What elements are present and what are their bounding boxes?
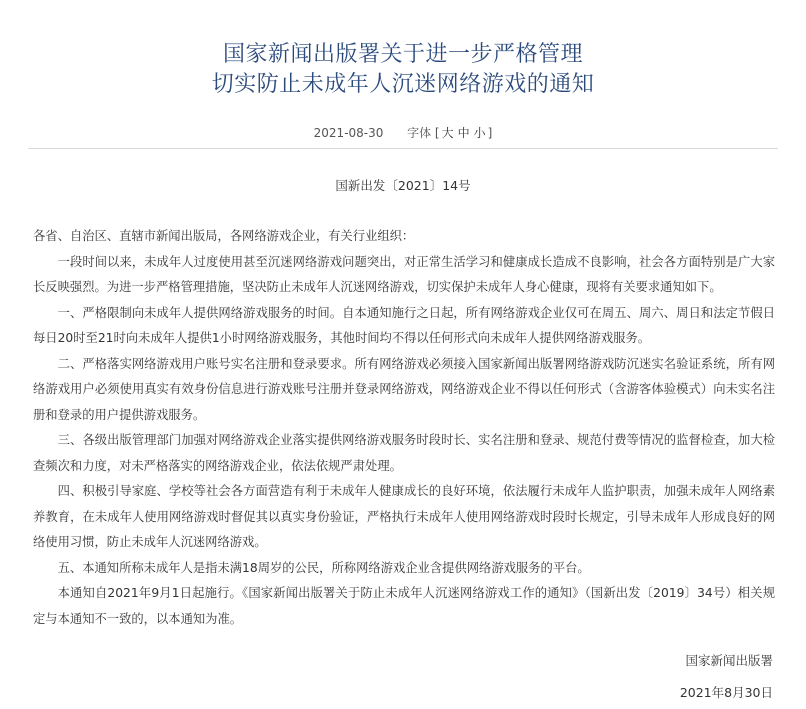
header-divider (28, 148, 778, 149)
title-line-1: 国家新闻出版署关于进一步严格管理 (222, 42, 583, 67)
body-paragraph: 一段时间以来，未成年人过度使用甚至沉迷网络游戏问题突出，对正常生活学习和健康成长造成不良影响，社会各方面特别是广大家长反映强烈。为进一步严格管理措施，坚决防止未成年人沉迷网络游戏，切实保护未成年人身心健康，现将有关要求通知如下。 (33, 254, 775, 294)
issuing-org: 国家新闻出版署 (685, 653, 773, 668)
issue-date: 2021年8月30日 (679, 685, 773, 700)
font-size-switcher: [ 大 中 小 ] (434, 126, 493, 140)
font-size-medium-link[interactable]: 中 (457, 126, 470, 140)
article-body (33, 224, 775, 632)
font-size-label: 字体 (407, 126, 432, 140)
font-size-large-link[interactable]: 大 (441, 126, 454, 140)
font-size-small-link[interactable]: 小 (473, 126, 486, 140)
document-number: 国新出发〔2021〕14号 (335, 178, 471, 193)
body-paragraph: 本通知自2021年9月1日起施行。《国家新闻出版署关于防止未成年人沉迷网络游戏工作的通知》（国新出发〔2019〕34号）相关规定与本通知不一致的，以本通知为准。 (33, 586, 775, 626)
salutation: 各省、自治区、直辖市新闻出版局，各网络游戏企业，有关行业组织： (33, 229, 415, 243)
article-meta (0, 124, 806, 141)
body-paragraph: 一、严格限制向未成年人提供网络游戏服务的时间。自本通知施行之日起，所有网络游戏企业仅可在周五、周六、周日和法定节假日每日20时至21时向未成年人提供1小时网络游戏服务，其他时间均不得以任何形式向未成年人提供网络游戏服务。 (33, 305, 775, 345)
signature-block (680, 645, 773, 709)
body-paragraph: 四、积极引导家庭、学校等社会各方面营造有利于未成年人健康成长的良好环境，依法履行未成年人监护职责，加强未成年人网络素养教育，在未成年人使用网络游戏时督促其以真实身份验证，严格执行未成年人使用网络游戏时段时长规定，引导未成年人形成良好的网络使用习惯，防止未成年人沉迷网络游戏。 (33, 484, 775, 549)
article-title (0, 40, 806, 100)
body-paragraph: 二、严格落实网络游戏用户账号实名注册和登录要求。所有网络游戏必须接入国家新闻出版署网络游戏防沉迷实名验证系统，所有网络游戏用户必须使用真实有效身份信息进行游戏账号注册并登录网络游戏，网络游戏企业不得以任何形式（含游客体验模式）向未实名注册和登录的用户提供游戏服务。 (33, 356, 775, 422)
title-line-2: 切实防止未成年人沉迷网络游戏的通知 (211, 72, 595, 97)
publish-date: 2021-08-30 (313, 126, 384, 140)
body-paragraph: 三、各级出版管理部门加强对网络游戏企业落实提供网络游戏服务时段时长、实名注册和登录、规范付费等情况的监督检查，加大检查频次和力度，对未严格落实的网络游戏企业，依法依规严肃处理。 (33, 433, 775, 473)
body-paragraph: 五、本通知所称未成年人是指未满18周岁的公民，所称网络游戏企业含提供网络游戏服务的平台。 (57, 560, 590, 575)
